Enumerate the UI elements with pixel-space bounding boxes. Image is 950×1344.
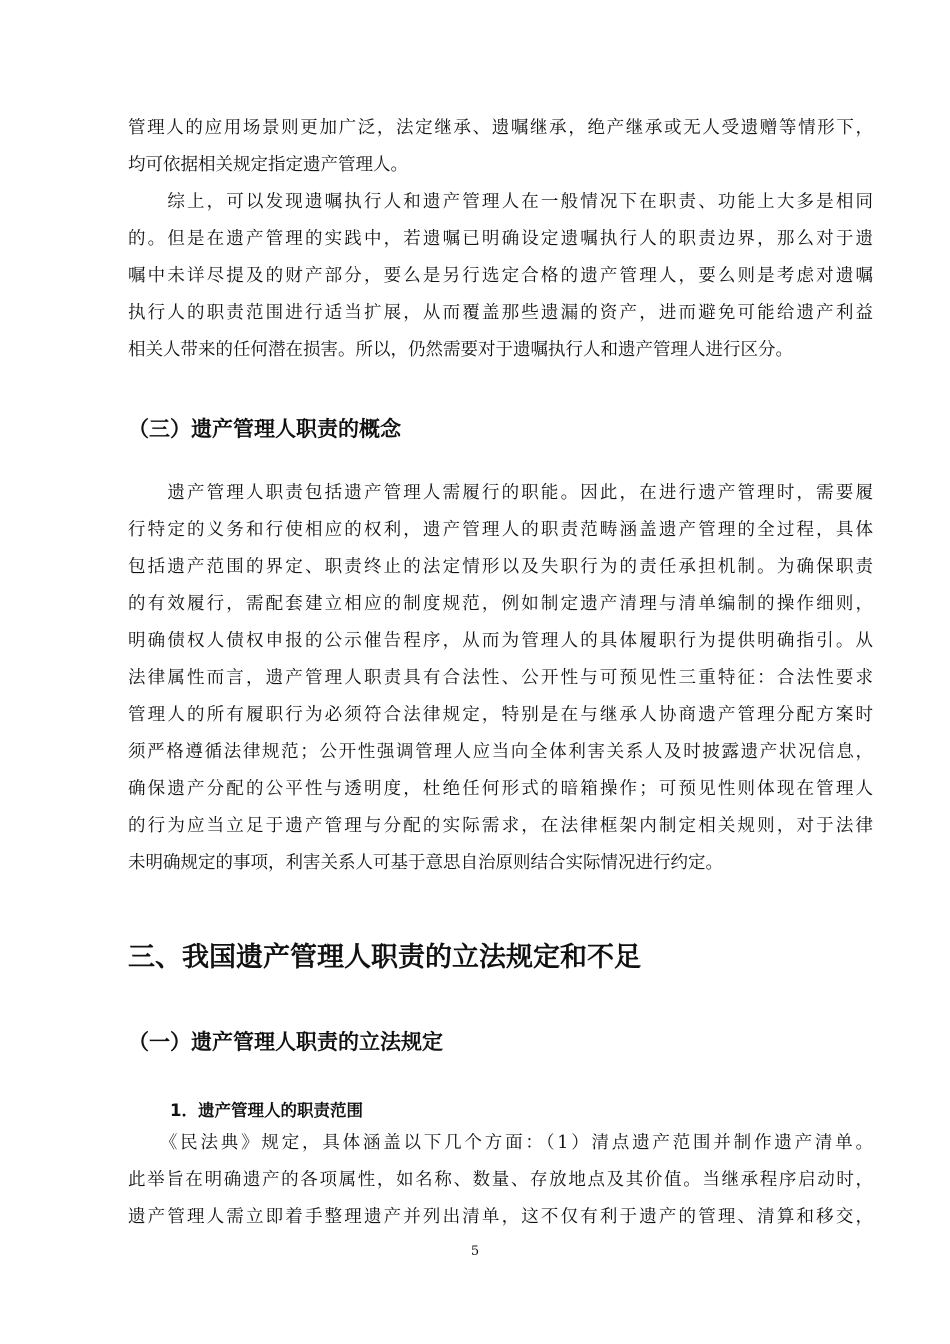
text-line: 此举旨在明确遗产的各项属性，如名称、数量、存放地点及其价值。当继承程序启动时，	[128, 1170, 873, 1190]
paragraph-4	[128, 1125, 873, 1236]
text-line: 遗产管理人职责包括遗产管理人需履行的职能。因此，在进行遗产管理时，需要履	[128, 483, 873, 503]
text-line: 管理人的应用场景则更加广泛，法定继承、遗嘱继承，绝产继承或无人受遗赠等情形下，	[128, 118, 873, 138]
text-line: 嘱中未详尽提及的财产部分，要么是另行选定合格的遗产管理人，要么则是考虑对遗嘱	[128, 266, 873, 286]
paragraph-2	[128, 184, 873, 369]
chapter-heading-3: 三、我国遗产管理人职责的立法规定和不足	[128, 942, 641, 973]
text-line: 执行人的职责范围进行适当扩展，从而覆盖那些遗漏的资产，进而避免可能给遗产利益	[128, 303, 873, 323]
text-line: 法律属性而言，遗产管理人职责具有合法性、公开性与可预见性三重特征：合法性要求	[128, 668, 873, 688]
text-line: 明确债权人债权申报的公示催告程序，从而为管理人的具体履职行为提供明确指引。从	[128, 631, 873, 651]
text-line: 的行为应当立足于遗产管理与分配的实际需求，在法律框架内制定相关规则，对于法律	[128, 816, 873, 836]
subsection-heading-1: 1．遗产管理人的职责范围	[170, 1101, 363, 1120]
text-line: 的有效履行，需配套建立相应的制度规范，例如制定遗产清理与清单编制的操作细则，	[128, 594, 873, 614]
text-line: 相关人带来的任何潜在损害。所以，仍然需要对于遗嘱执行人和遗产管理人进行区分。	[128, 340, 793, 360]
paragraph-1	[128, 110, 873, 184]
text-line: 遗产管理人需立即着手整理遗产并列出清单，这不仅有利于遗产的管理、清算和移交，	[128, 1207, 873, 1227]
text-line: 须严格遵循法律规范；公开性强调管理人应当向全体利害关系人及时披露遗产状况信息，	[128, 742, 873, 762]
text-line: 包括遗产范围的界定、职责终止的法定情形以及失职行为的责任承担机制。为确保职责	[128, 557, 873, 577]
section-heading-3-3: （三）遗产管理人职责的概念	[128, 417, 401, 441]
section-heading-3-1: （一）遗产管理人职责的立法规定	[128, 1030, 443, 1054]
text-line: 《民法典》规定，具体涵盖以下几个方面：（1）清点遗产范围并制作遗产清单。	[128, 1133, 873, 1153]
text-line: 确保遗产分配的公平性与透明度，杜绝任何形式的暗箱操作；可预见性则体现在管理人	[128, 779, 873, 799]
text-line: 未明确规定的事项，利害关系人可基于意思自治原则结合实际情况进行约定。	[128, 853, 723, 873]
text-line: 管理人的所有履职行为必须符合法律规定，特别是在与继承人协商遗产管理分配方案时	[128, 705, 873, 725]
text-line: 均可依据相关规定指定遗产管理人。	[128, 155, 408, 175]
paragraph-3	[128, 475, 873, 882]
page-number: 5	[470, 1244, 480, 1259]
text-line: 行特定的义务和行使相应的权利，遗产管理人的职责范畴涵盖遗产管理的全过程，具体	[128, 520, 873, 540]
text-line: 的。但是在遗产管理的实践中，若遗嘱已明确设定遗嘱执行人的职责边界，那么对于遗	[128, 229, 873, 249]
text-line: 综上，可以发现遗嘱执行人和遗产管理人在一般情况下在职责、功能上大多是相同	[128, 192, 873, 212]
